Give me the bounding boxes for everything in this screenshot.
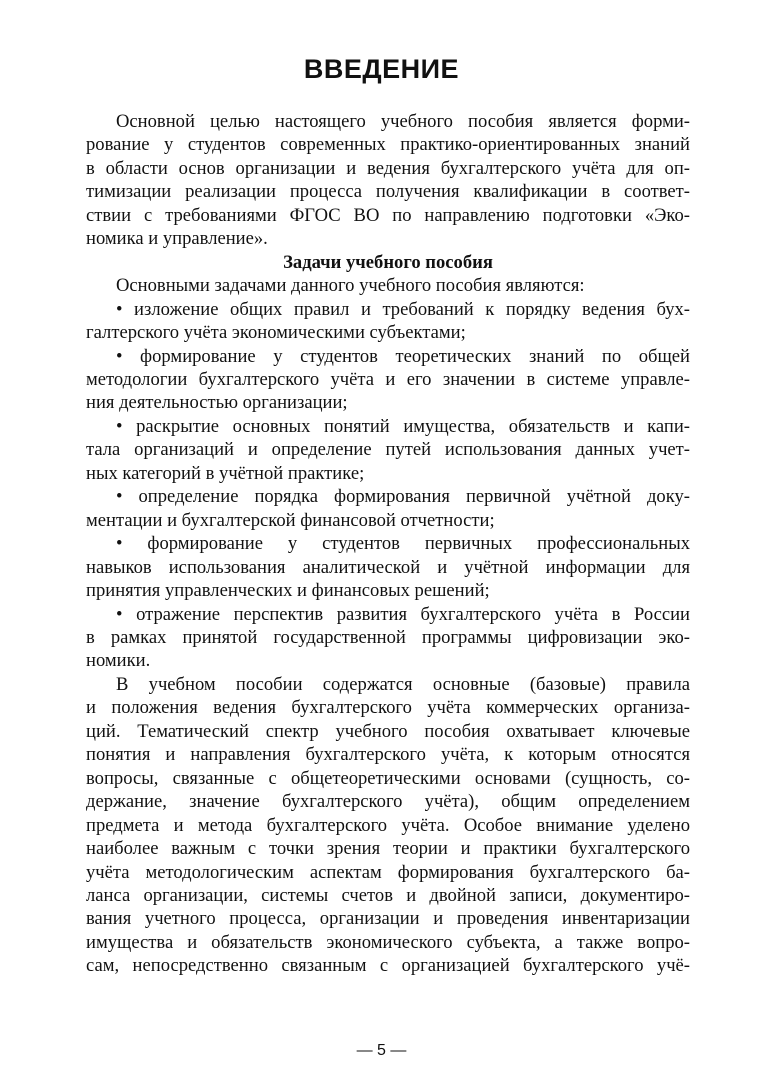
text-line: галтерского учёта экономическими субъектами;	[86, 322, 466, 344]
text-line: методологии бухгалтерского учёта и его значении в системе управле-	[86, 368, 690, 390]
text-line: Основной целью настоящего учебного пособия является форми-	[116, 111, 690, 132]
list-item	[86, 485, 690, 532]
text-line: тала организаций и определение путей использования данных учет-	[86, 439, 690, 461]
text-line: В учебном пособии содержатся основные (базовые) правила	[116, 673, 690, 695]
list-item	[86, 298, 690, 345]
text-line: держание, значение бухгалтерского учёта), общим определением	[86, 791, 690, 813]
text-line: наиболее важным с точки зрения теории и практики бухгалтерского	[86, 838, 690, 860]
text-line: навыков использования аналитической и учётной информации для	[86, 556, 690, 578]
text-line: ных категорий в учётной практике;	[86, 462, 365, 484]
text-line: вания учетного процесса, организации и проведения инвентаризации	[86, 908, 690, 930]
text-line: ментации и бухгалтерской финансовой отчетности;	[86, 509, 495, 531]
page-title: ВВЕДЕНИЕ	[303, 54, 460, 84]
list-item	[86, 603, 690, 673]
text-line: • формирование у студентов теоретических знаний по общей	[116, 345, 690, 367]
text-line: в области основ организации и ведения бухгалтерского учёта для оп-	[86, 157, 690, 179]
list-item	[86, 345, 690, 415]
text-line: принятия управленческих и финансовых решений;	[86, 580, 490, 602]
section-heading: Задачи учебного пособия	[283, 251, 493, 273]
list-item	[86, 415, 690, 485]
text-line: вопросы, связанные с общетеоретическими основами (сущность, со-	[86, 767, 690, 789]
page-number: — 5 —	[356, 1042, 407, 1059]
text-line: • формирование у студентов первичных профессиональных	[116, 533, 690, 555]
text-line: ния деятельностью организации;	[86, 392, 348, 414]
text-line: имущества и обязательств экономического субъекта, а также вопро-	[86, 931, 690, 953]
text-line: учёта методологическим аспектам формирования бухгалтерского ба-	[86, 861, 690, 883]
text-line: • раскрытие основных понятий имущества, обязательств и капи-	[116, 415, 690, 437]
list-item	[86, 532, 690, 602]
text-line: тимизации реализации процесса получения квалификации в соответ-	[86, 181, 690, 203]
body-text	[86, 110, 690, 978]
text-line: • определение порядка формирования первичной учётной доку-	[116, 486, 690, 508]
text-line: • отражение перспектив развития бухгалтерского учёта в России	[116, 603, 690, 625]
text-line: рование у студентов современных практико-ориентированных знаний	[86, 134, 690, 156]
text-line: ланса организации, системы счетов и двойной записи, документиро-	[86, 884, 690, 906]
bullet-list	[86, 298, 690, 673]
text-line: предмета и метода бухгалтерского учёта. Особое внимание уделено	[86, 814, 690, 836]
text-line: в рамках принятой государственной программы цифровизации эко-	[86, 626, 690, 648]
text-line: сам, непосредственно связанным с организацией бухгалтерского учё-	[86, 955, 690, 977]
closing-paragraph	[86, 673, 690, 978]
text-line: ствии с требованиями ФГОС ВО по направлению подготовки «Эко-	[86, 204, 690, 226]
text-line: номика и управление».	[86, 228, 268, 250]
tasks-lead: Основными задачами данного учебного пособия являются:	[116, 275, 585, 297]
text-line: • изложение общих правил и требований к порядку ведения бух-	[116, 298, 690, 320]
text-line: номики.	[86, 650, 151, 672]
text-line: понятия и направления бухгалтерского учёта, к которым относятся	[86, 744, 690, 766]
text-line: и положения ведения бухгалтерского учёта коммерческих организа-	[86, 697, 690, 719]
text-line: ций. Тематический спектр учебного пособия охватывает ключевые	[86, 720, 690, 742]
intro-paragraph	[86, 110, 690, 251]
